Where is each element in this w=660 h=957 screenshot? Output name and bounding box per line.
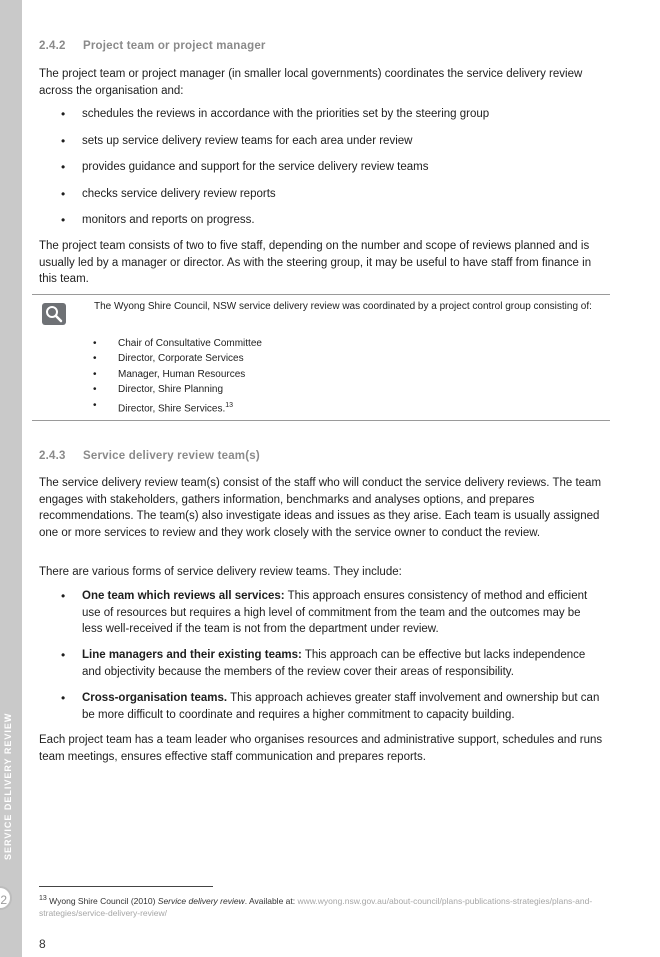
bullet-icon: • [93, 384, 97, 395]
bullet-icon: • [61, 134, 66, 148]
section-title: Service delivery review team(s) [83, 450, 260, 462]
side-chapter-label: SERVICE DELIVERY REVIEW [3, 712, 13, 860]
list-item: • Manager, Human Resources [118, 367, 245, 383]
footnote-reference[interactable]: 13 [225, 402, 234, 409]
footnote-number: 13 [39, 895, 47, 902]
section-outro: The project team consists of two to five staff, depending on the number and scope of reviews planned and is usually led by a manager or director. As with the steering group, it may be useful to have staff from finance in this team. [39, 240, 592, 285]
footnote-link[interactable]: www.wyong.nsw.gov.au/about-council/plans-publications-strategies/plans-and-strategies/service-delivery-review/ [39, 895, 593, 918]
case-study-box [32, 294, 610, 421]
bullet-icon: • [61, 213, 66, 227]
list-item: • provides guidance and support for the service delivery review teams [61, 160, 429, 174]
bullet-icon: • [61, 648, 66, 662]
list-item: • sets up service delivery review teams for each area under review [61, 134, 413, 148]
list-item: • Chair of Consultative Committee [118, 336, 262, 352]
case-study-text: The Wyong Shire Council, NSW service delivery review was coordinated by a project control group consisting of: [94, 301, 592, 312]
section-intro: The project team or project manager (in smaller local governments) coordinates the service delivery review across the organisation and: [39, 68, 583, 97]
bullet-icon: • [61, 160, 66, 174]
section-paragraph: There are various forms of service delivery review teams. They include: [39, 566, 402, 578]
section-title: Project team or project manager [83, 40, 266, 52]
list-item: • monitors and reports on progress. [61, 213, 255, 227]
section-paragraph: Each project team has a team leader who organises resources and administrative support, schedules and runs team meetings, ensures effective staff communication and prepares reports. [39, 734, 603, 763]
list-item: • Director, Corporate Services [118, 351, 244, 367]
chapter-number-badge: 2 [0, 886, 12, 910]
bullet-icon: • [93, 400, 97, 411]
list-item: • Director, Shire Planning [118, 382, 223, 398]
bullet-icon: • [61, 187, 66, 201]
section-number: 2.4.2 [39, 40, 66, 52]
footnote-divider [39, 886, 213, 887]
list-item: • checks service delivery review reports [61, 187, 276, 201]
bullet-icon: • [93, 353, 97, 364]
bullet-icon: • [61, 107, 66, 121]
list-item: • schedules the reviews in accordance with the priorities set by the steering group [61, 107, 490, 121]
side-margin-bar [0, 0, 22, 957]
section-heading-2-4-3 [39, 450, 260, 462]
bullet-icon: • [61, 691, 66, 705]
list-item: • Director, Shire Services.$^{13}$ [93, 400, 234, 415]
section-heading-2-4-2 [39, 40, 266, 52]
page-number: 8 [39, 937, 46, 951]
footnote-title: Service delivery review [157, 895, 245, 906]
footnote-available: . Available at: [244, 895, 298, 906]
section-number: 2.4.3 [39, 450, 66, 462]
list-item: • Cross-organisation teams. This approach achieves greater staff involvement and ownership but can be more difficult to coordinate and requires a higher commitment to capacity building. [61, 691, 600, 721]
footnote [39, 893, 604, 919]
bullet-icon: • [61, 589, 66, 603]
footnote-author: Wyong Shire Council (2010) [49, 895, 156, 906]
bullet-icon: • [93, 338, 97, 349]
list-item: • One team which reviews all services: This approach ensures consistency of method and efficient use of resources but requires a high level of commitment from the team and the outcomes may be less well-received if the team is not from the department under review. [61, 589, 588, 635]
section-paragraph: The service delivery review team(s) consist of the staff who will conduct the service delivery reviews. The team engages with stakeholders, gathers information, benchmarks and analyses options, and prepares recommendations. The team(s) also investigate ideas and issues as they arise. Each team is usually assigned one or more services to review and they work closely with the service owner to conduct the review. [39, 477, 602, 539]
list-item: • Line managers and their existing teams: This approach can be effective but lacks independence and objectivity because the members of the review cover their areas of responsibility. [61, 648, 586, 678]
magnifier-icon [42, 303, 66, 325]
bullet-icon: • [93, 369, 97, 380]
